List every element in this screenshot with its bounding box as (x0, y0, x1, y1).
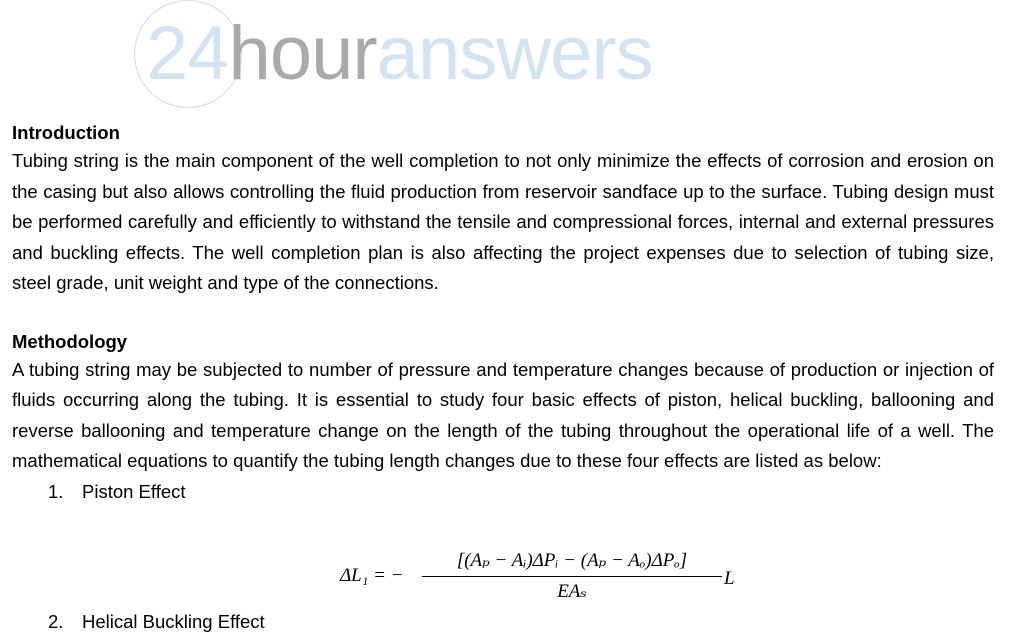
piston-effect-equation (340, 548, 740, 608)
paragraph-gap (12, 299, 994, 329)
methodology-paragraph: A tubing string may be subjected to number of pressure and temperature changes because of production or injection of fluids occurring along the tubing. It is essential to study four basic effects of piston, helical buckling, ballooning and reverse ballooning and temperature change on the length of the tubing throughout the operational life of a well. The mathematical equations to quantify the tubing length changes due to these four effects are listed as below: (12, 358, 994, 471)
equation-lhs (340, 565, 403, 587)
logo-word-hour: hour (228, 11, 377, 96)
logo-wordmark (146, 11, 653, 96)
list-label: Piston Effect (82, 480, 186, 502)
list-item-helical-buckling (48, 607, 265, 637)
equation-rhs: L (724, 568, 735, 589)
list-number: 1. (48, 480, 64, 502)
list-label: Helical Buckling Effect (82, 611, 265, 632)
logo-number: 24 (146, 11, 229, 96)
equation-numerator: [(Aₚ − Aᵢ)ΔPᵢ − (Aₚ − Aₒ)ΔPₒ] (456, 550, 688, 571)
methodology-heading: Methodology (12, 330, 128, 352)
logo (134, 0, 834, 110)
intro-heading: Introduction (12, 122, 120, 143)
fraction-bar (422, 576, 722, 577)
list-item-piston-effect (48, 477, 994, 507)
logo-word-answers: answers (376, 11, 653, 96)
list-number: 2. (48, 611, 64, 632)
document-body (12, 120, 994, 507)
equation-lhs-text: ΔL₁ = − (340, 565, 404, 586)
equation-fraction (422, 548, 722, 605)
equation-denominator: EAₛ (557, 581, 587, 602)
intro-paragraph: Tubing string is the main component of the well completion to not only minimize the effects of corrosion and erosion on the casing but also allows controlling the fluid production from reservoir sandface up to the surface. Tubing design must be performed carefully and efficiently to withstand the tensile and compressional forces, internal and external pressures and buckling effects. The well completion plan is also affecting the project expenses due to selection of tubing size, steel grade, unit weight and type of the connections. (12, 150, 994, 293)
